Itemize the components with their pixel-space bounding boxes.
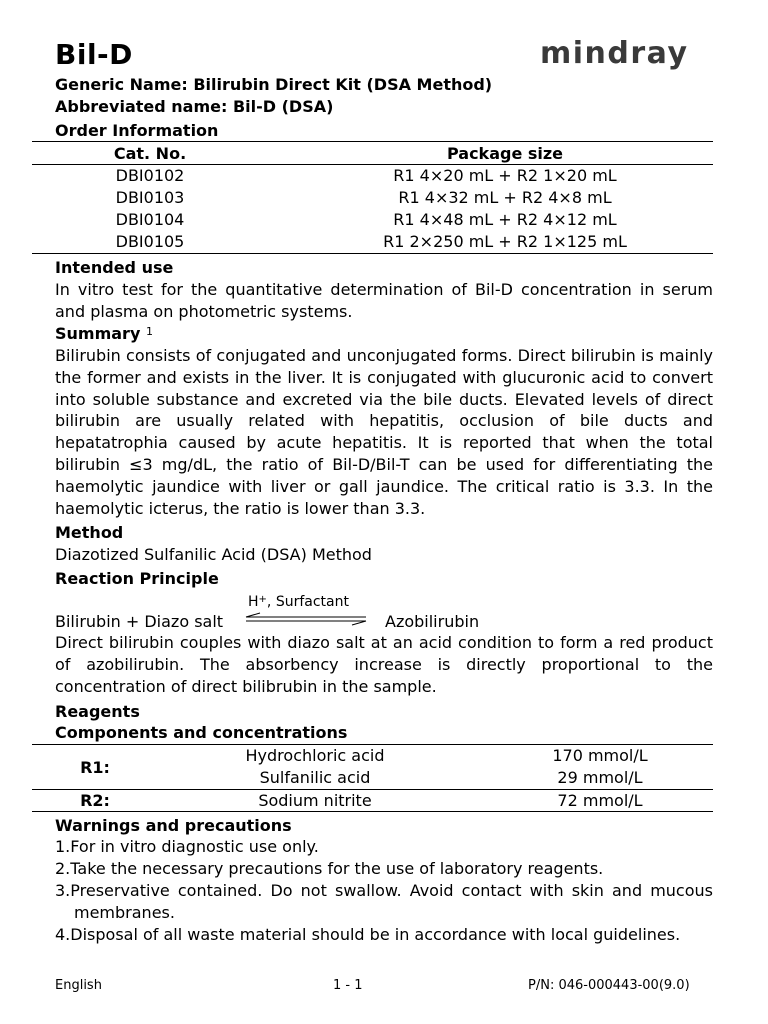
catalyst-h: H — [248, 594, 259, 610]
method-heading: Method — [55, 523, 124, 542]
reaction-product: Azobilirubin — [385, 612, 480, 631]
table-rule-bottom — [32, 253, 713, 254]
components-heading: Components and concentrations — [55, 723, 348, 742]
r1-label: R1: — [80, 758, 110, 777]
table-row-cat: DBI0104 — [115, 210, 185, 229]
footer-language: English — [55, 978, 102, 993]
table-row-pkg: R1 2×250 mL + R2 1×125 mL — [383, 232, 627, 251]
list-item: 1.For in vitro diagnostic use only. — [55, 837, 319, 856]
catalyst-superscript: + — [258, 594, 267, 605]
footer-page-number: 1 - 1 — [333, 978, 363, 993]
order-information-heading: Order Information — [55, 121, 219, 140]
summary-text: Bilirubin consists of conjugated and unconjugated forms. Direct bilirubin is mainly the former and exists in the liver. It is conjugated with glucuronic acid to convert into soluble substance and excreted via the bile ducts. Elevated levels of direct bilirubin are usually related with hepatitis, occlusion of bile ducts and hepatatrophia caused by acute hepatitis. It is reported that when the total bilirubin ≤3 mg/dL, the ratio of Bil-D/Bil-T can be used for differentiating the haemolytic jaundice with liver or gall jaundice. The critical ratio is 3.3. In the haemolytic icterus, the ratio is lower than 3.3. — [55, 346, 713, 518]
summary-heading-label: Summary — [55, 324, 141, 343]
reaction-arrow-icon — [244, 612, 370, 626]
table-row-pkg: R1 4×20 mL + R2 1×20 mL — [393, 166, 617, 185]
intended-use-heading: Intended use — [55, 258, 174, 277]
document-title: Bil-D — [55, 38, 133, 71]
column-header-package-size: Package size — [446, 144, 564, 163]
r1-component-conc: 170 mmol/L — [552, 746, 648, 765]
warnings-list — [55, 836, 713, 946]
reagents-heading: Reagents — [55, 702, 140, 721]
method-text: Diazotized Sulfanilic Acid (DSA) Method — [55, 545, 372, 564]
reaction-text: Direct bilirubin couples with diazo salt at an acid condition to form a red product of azobilirubin. The absorbency increase is directly proportional to the concentration of direct bilibrubin in the sample. — [55, 633, 713, 696]
table-row-cat: DBI0102 — [115, 166, 185, 185]
abbreviated-name: Abbreviated name: Bil-D (DSA) — [55, 97, 334, 116]
table-rule-top — [32, 141, 713, 142]
warnings-heading: Warnings and precautions — [55, 816, 292, 835]
list-item: 4.Disposal of all waste material should be in accordance with local guidelines. — [55, 925, 681, 944]
summary-heading — [55, 323, 153, 345]
summary-reference: 1 — [145, 325, 153, 338]
column-header-cat-no: Cat. No. — [113, 144, 187, 163]
table-row-cat: DBI0105 — [115, 232, 185, 251]
mindray-logo: mindray — [540, 36, 689, 71]
r1-component-conc: 29 mmol/L — [557, 768, 643, 787]
table-row-pkg: R1 4×32 mL + R2 4×8 mL — [398, 188, 612, 207]
footer-part-number: P/N: 046-000443-00(9.0) — [528, 978, 690, 993]
table-row-cat: DBI0103 — [115, 188, 185, 207]
r1-component-name: Sulfanilic acid — [259, 768, 371, 787]
reaction-catalyst — [248, 591, 349, 613]
reaction-principle-heading: Reaction Principle — [55, 569, 219, 588]
r1-component-name: Hydrochloric acid — [245, 746, 385, 765]
table-row-pkg: R1 4×48 mL + R2 4×12 mL — [393, 210, 617, 229]
intended-use-text: In vitro test for the quantitative determination of Bil-D concentration in serum and plasma on photometric systems. — [55, 280, 713, 321]
reagents-rule-bottom — [32, 811, 713, 812]
r2-component-conc: 72 mmol/L — [557, 791, 643, 810]
reaction-reactants: Bilirubin + Diazo salt — [55, 612, 224, 631]
list-item: 3.Preservative contained. Do not swallow. Avoid contact with skin and mucous membranes. — [55, 881, 713, 922]
generic-name: Generic Name: Bilirubin Direct Kit (DSA Method) — [55, 75, 493, 94]
r2-label: R2: — [80, 791, 110, 810]
catalyst-rest: , Surfactant — [266, 594, 349, 610]
list-item: 2.Take the necessary precautions for the use of laboratory reagents. — [55, 859, 604, 878]
r2-component-name: Sodium nitrite — [258, 791, 372, 810]
